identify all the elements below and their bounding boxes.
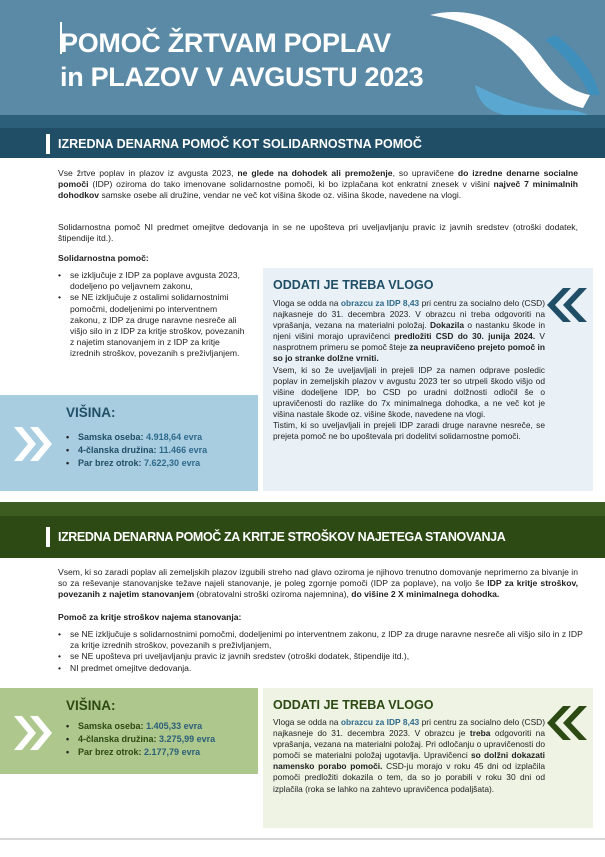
double-chevron-left-icon [543, 704, 587, 742]
kritje-label: Pomoč za kritje stroškov najema stanovanja: [58, 612, 242, 622]
title-banner [0, 0, 605, 115]
oddati-box-2 [263, 688, 593, 828]
footer-divider [0, 838, 605, 840]
double-chevron-right-icon [14, 716, 54, 750]
list-item: • Samska oseba: 1.405,33 evra [66, 720, 215, 733]
oddati-text-2: Vloga se odda na obrazcu za IDP 8,43 pri centru za socialno delo (CSD) najkasneje do 31. decembra 2023. V obrazcu je treba odgovoriti na vprašanja, vezana na materialni položaj. Pri odločanju o upravičenosti do pomoči se materialni položaj ugotavlja. Upravičenci so dolžni dokazati namensko porabo pomoči. CSD-ju morajo v roku 45 dni od izplačila pomoči predložiti dokazila o tem, da so jo porabili v roku 30 dni od izplačila (roka se lahko na zahtevo upravičenca podaljšata). [273, 717, 545, 794]
section2-intro: Vsem, ki so zaradi poplav ali zemeljskih plazov izgubili streho nad glavo oziroma je njihovo trenutno domovanje neprimerno za bivanje in so za reševanje stanovanjske težave najeli stanovanje, je poleg zgornje pomoči (IDP za poplave), na voljo še IDP za kritje stroškov, povezanih z najetim stanovanjem (obratovalni stroški oziroma najemnina), do višine 2 X minimalnega dohodka. [58, 567, 578, 600]
double-chevron-right-icon [14, 427, 54, 461]
oddati-box-1 [263, 268, 593, 491]
visina-list-1 [66, 431, 207, 470]
list-item: • NI predmet omejitve dedovanja. [58, 663, 583, 674]
list-item: • se NE izključuje z ostalimi solidarnostnimi pomočmi, dodeljenimi po interventnem zakonu, z IDP za druge naravne nesreče ali višjo silo in z IDP za kritje stroškov, povezanih z najetim stanovanjem in z IDP za kritje izrednih stroškov, povezanih s preživljanjem. [58, 292, 248, 359]
double-chevron-left-icon [543, 286, 587, 324]
section1-bullets [58, 270, 248, 360]
list-item: • Par brez otrok: 2.177,79 evra [66, 746, 215, 759]
page-title-line2: in PLAZOV V AVGUSTU 2023 [60, 62, 424, 92]
section2-heading: IZREDNA DENARNA POMOČ ZA KRITJE STROŠKOV NAJETEGA STANOVANJA [58, 530, 506, 544]
visina-title-1: VIŠINA: [66, 405, 116, 420]
section1-heading-bar [0, 115, 605, 158]
oddati-text-1: Vloga se odda na obrazcu za IDP 8,43 pri centru za socialno delo (CSD) najkasneje do 31. decembra 2023. V obrazcu ni treba odgovoriti na vprašanja, vezana na materialni položaj. Dokazila o nastanku škode in njeni višini morajo upravičenci predložiti CSD do 30. junija 2024. V nasprotnem primeru se pomoč šteje za neupravičeno prejeto pomoč in so jo stranke dolžne vrniti. Vsem, ki so že uveljavljali in prejeli IDP za namen odprave posledic poplav in zemeljskih plazov v avgustu 2023 ter so utrpeli škodo višjo od višine dodeljene IDP, bo CSD po uradni dolžnosti odločil še o upravičenosti do razlike do 7x minimalnega dohodka, a ne več kot je višina nastale škode oz. višine škode, navedene na vlogi. Tistim, ki so uveljavljali in prejeli IDP zaradi druge naravne nesreče, se prejeta pomoč ne bo upoštevala pri dodelitvi solidarnostne pomoči. [273, 298, 545, 442]
section2-heading-bar [0, 502, 605, 558]
visina-title-2: VIŠINA: [66, 698, 116, 713]
list-item: • Par brez otrok: 7.622,30 evra [66, 457, 207, 470]
visina-box-2 [0, 688, 258, 774]
oddati-title-2: ODDATI JE TREBA VLOGO [273, 698, 434, 712]
oddati-title-1: ODDATI JE TREBA VLOGO [273, 278, 434, 292]
section1-intro: Vse žrtve poplav in plazov iz avgusta 2023, ne glede na dohodek ali premoženje, so upravičene do izredne denarne socialne pomoči (IDP) oziroma do tako imenovane solidarnostne pomoči, ki bo izplačana kot enkratni znesek v višini največ 7 minimalnih dohodkov samske osebe ali družine, vendar ne več kot višina škode oz. višina škode, navedene na vlogi. [58, 168, 578, 201]
list-item: • se izključuje z IDP za poplave avgusta 2023, dodeljeno po veljavnem zakonu, [58, 270, 248, 292]
list-item: • 4-članska družina: 3.275,99 evra [66, 733, 215, 746]
section1-heading: IZREDNA DENARNA POMOČ KOT SOLIDARNOSTNA POMOČ [58, 137, 422, 151]
solidarnostna-label: Solidarnostna pomoč: [58, 253, 149, 263]
list-item: • se NE upošteva pri uveljavljanju pravic iz javnih sredstev (otroški dodatek, štipendije itd.), [58, 651, 583, 662]
list-item: • Samska oseba: 4.918,64 evra [66, 431, 207, 444]
section2-bullets [58, 629, 583, 674]
list-item: • 4-članska družina: 11.466 evra [66, 444, 207, 457]
visina-box-1 [0, 395, 258, 491]
section1-note: Solidarnostna pomoč NI predmet omejitve dedovanja in se ne upošteva pri uveljavljanju pravic iz javnih sredstev (otroški dodatek, štipendije itd.). [58, 222, 578, 244]
visina-list-2 [66, 720, 215, 759]
page-title-line1: POMOČ ŽRTVAM POPLAV [60, 28, 391, 58]
list-item: • se NE izključuje s solidarnostnimi pomočmi, dodeljenimi po interventnem zakonu, z IDP za druge naravne nesreče ali višjo silo in z IDP za kritje izrednih stroškov, povezanih s preživljanjem, [58, 629, 583, 651]
